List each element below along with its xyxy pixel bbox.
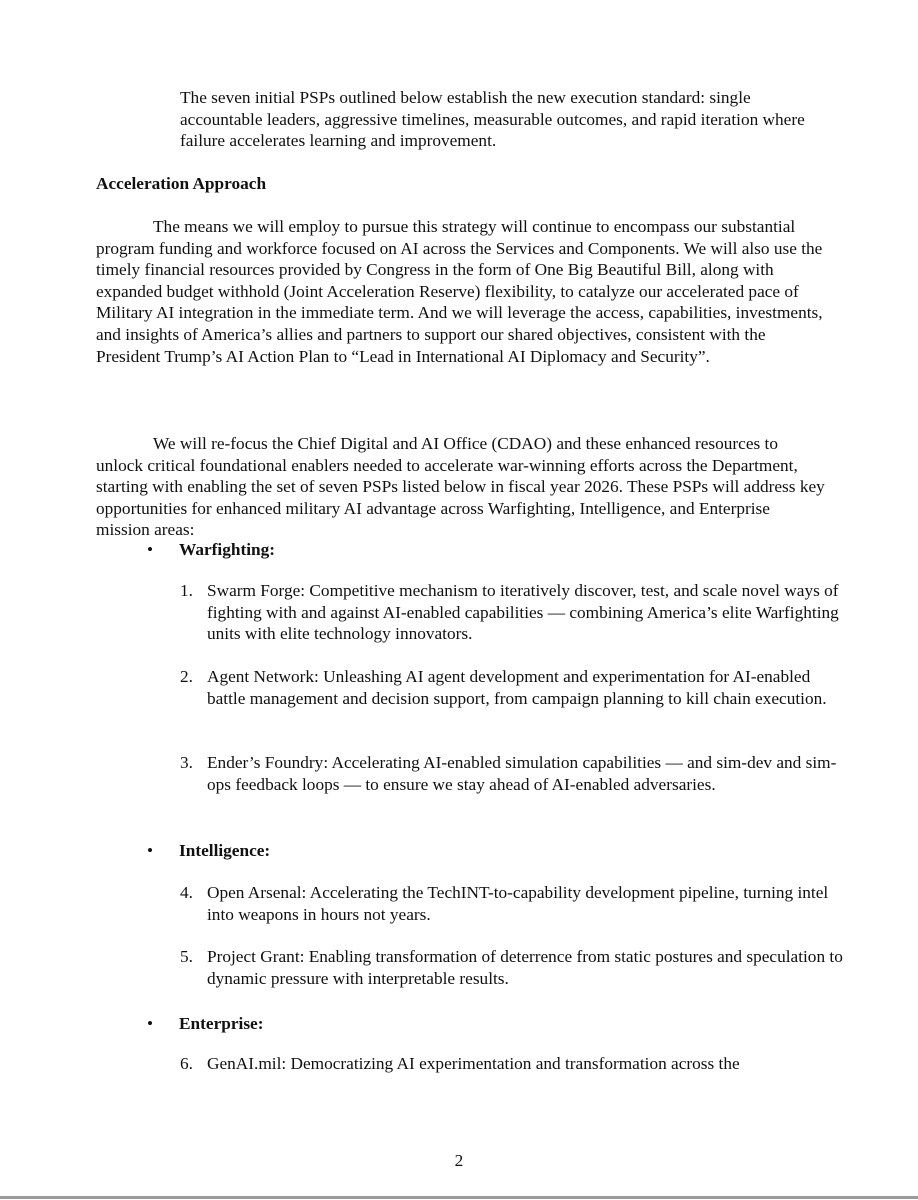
list-item-text: Project Grant: Enabling transformation of deterrence from static postures and speculation to dynamic pressure with interpretable results. (207, 947, 843, 988)
page-bottom-edge (0, 1196, 918, 1199)
list-item-text: Open Arsenal: Accelerating the TechINT-to-capability development pipeline, turning intel into weapons in hours not years. (207, 883, 829, 924)
list-item-text: Agent Network: Unleashing AI agent development and experimentation for AI-enabled battle management and decision support, from campaign planning to kill chain execution. (207, 667, 827, 708)
list-item-number: 5. (180, 947, 193, 966)
list-item (180, 882, 847, 925)
bullet-enterprise (147, 1013, 263, 1035)
list-item-number: 1. (180, 581, 193, 600)
list-item (180, 946, 847, 989)
list-item (180, 666, 847, 709)
page-number: 2 (454, 1151, 464, 1170)
list-item (180, 752, 847, 795)
bullet-intelligence (147, 840, 270, 862)
list-item-text: GenAI.mil: Democratizing AI experimentation and transformation across the (207, 1054, 740, 1073)
list-item (180, 1053, 847, 1075)
bullet-label: Warfighting: (179, 540, 276, 559)
bullet-warfighting (147, 539, 275, 561)
bullet-icon: • (147, 841, 154, 860)
body-paragraph-1: The means we will employ to pursue this strategy will continue to encompass our substantial program funding and workforce focused on AI across the Services and Components. We will also use the timely financial resources provided by Congress in the form of One Big Beautiful Bill, along with expanded budget withhold (Joint Acceleration Reserve) flexibility, to catalyze our accelerated pace of Military AI integration in the immediate term. And we will leverage the access, capabilities, investments, and insights of America’s allies and partners to support our shared objectives, consistent with the President Trump’s AI Action Plan to “Lead in International AI Diplomacy and Security”. (96, 217, 823, 366)
list-item-number: 6. (180, 1054, 193, 1073)
list-item-number: 4. (180, 883, 193, 902)
list-item (180, 580, 847, 645)
list-item-number: 3. (180, 753, 193, 772)
bullet-icon: • (147, 1014, 154, 1033)
list-item-text: Swarm Forge: Competitive mechanism to iteratively discover, test, and scale novel ways of fighting with and against AI-enabled capabilities — combining America’s elite Warfighting units with elite technology innovators. (207, 581, 839, 644)
list-item-text: Ender’s Foundry: Accelerating AI-enabled simulation capabilities — and sim-dev and sim-ops feedback loops — to ensure we stay ahead of AI-enabled adversaries. (207, 753, 837, 794)
body-paragraph-2: We will re-focus the Chief Digital and AI Office (CDAO) and these enhanced resources to unlock critical foundational enablers needed to accelerate war-winning efforts across the Department, starting with enabling the set of seven PSPs listed below in fiscal year 2026. These PSPs will address key opportunities for enhanced military AI advantage across Warfighting, Intelligence, and Enterprise mission areas: (96, 434, 825, 540)
list-item-number: 2. (180, 667, 193, 686)
section-heading: Acceleration Approach (96, 174, 267, 193)
bullet-label: Intelligence: (179, 841, 271, 860)
bullet-icon: • (147, 540, 154, 559)
bullet-label: Enterprise: (179, 1014, 264, 1033)
intro-paragraph: The seven initial PSPs outlined below establish the new execution standard: single accountable leaders, aggressive timelines, measurable outcomes, and rapid iteration where failure accelerates learning and improvement. (180, 88, 805, 151)
